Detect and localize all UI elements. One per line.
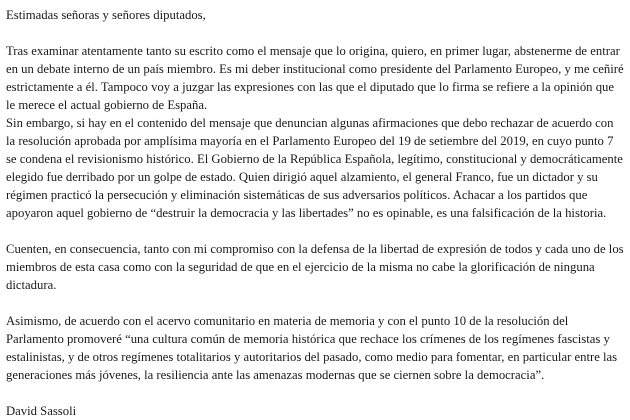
letter-paragraph-1: Tras examinar atentamente tanto su escrito como el mensaje que lo origina, quiero, en primer lugar, abstenerme de entrar en un debate interno de un país miembro. Es mi deber institucional como presidente del Parlamento Europeo, y me ceñiré estrictamente a él. Tampoco voy a juzgar las expresiones con las que el diputado que lo firma se refiere a la opinión que le merece el actual gobierno de España. xyxy=(6,44,624,112)
letter-paragraph-4: Asimismo, de acuerdo con el acervo comunitario en materia de memoria y con el punto 10 de la resolución del Parlamento promoveré “una cultura común de memoria histórica que rechace los crímenes de los regímenes fascistas y estalinistas, y de otros regímenes totalitarios y autoritarios del pasado, como medio para fomentar, en particular entre las generaciones más jóvenes, la resiliencia ante las amenazas modernas que se ciernen sobre la democracia”. xyxy=(6,314,618,382)
letter-salutation: Estimadas señoras y señores diputados, xyxy=(6,8,206,22)
letter-paragraph-3: Cuenten, en consecuencia, tanto con mi compromiso con la defensa de la libertad de expresión de todos y cada uno de los miembros de esta casa como con la seguridad de que en el ejercicio de la misma no cabe la glorificación de ninguna dictadura. xyxy=(6,242,624,292)
letter-paragraph-2: Sin embargo, si hay en el contenido del mensaje que denuncian algunas afirmaciones que debo rechazar de acuerdo con la resolución aprobada por amplísima mayoría en el Parlamento Europeo del 19 de setiembre del 2019, en cuyo punto 7 se condena el revisionismo histórico. El Gobierno de la República Española, legítimo, constitucional y democráticamente elegido fue derribado por un golpe de estado. Quien dirigió aquel alzamiento, el general Franco, fue un dictador y su régimen practicó la persecución y eliminación sistemáticas de sus adversarios políticos. Achacar a los partidos que apoyaron aquel gobierno de “destruir la democracia y las libertades” no es opinable, es una falsificación de la historia. xyxy=(6,116,623,220)
letter-signature: David Sassoli xyxy=(6,404,77,418)
letter-body xyxy=(6,6,624,420)
